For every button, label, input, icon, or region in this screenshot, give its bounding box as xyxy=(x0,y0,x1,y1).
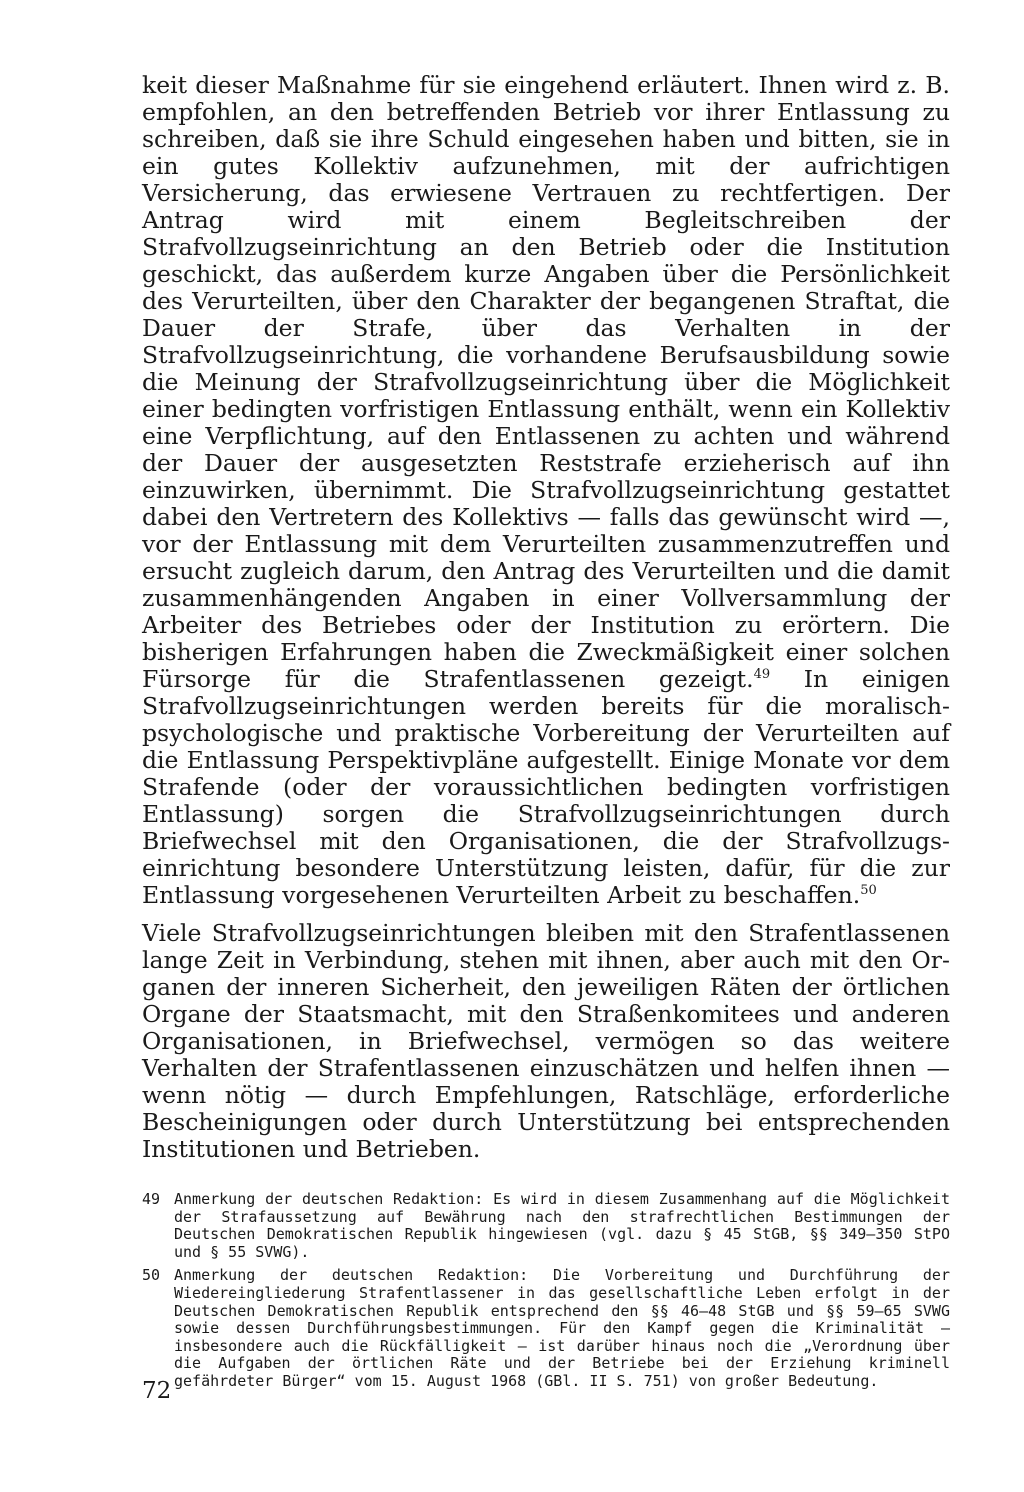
footnotes-section xyxy=(142,1191,950,1391)
footnote-number: 49 xyxy=(142,1190,161,1208)
footnote-reference-50: 50 xyxy=(860,883,877,899)
footnote-text: Anmerkung der deutschen Redaktion: Es wird in diesem Zusammenhang auf die Möglichkeit der Strafaussetzung auf Bewährung nach den strafrechtlichen Bestimmungen der Deutschen Demokratischen Republik hingewiesen (vgl. dazu § 45 StGB, §§ 349—350 StPO und § 55 SVWG). xyxy=(174,1190,950,1261)
footnote-49 xyxy=(142,1191,950,1261)
body-paragraph-1 xyxy=(142,72,950,909)
body-paragraph-2: Viele Strafvollzugseinrichtungen bleiben mit den Strafentlassenen lange Zeit in Verbindung, stehen mit ihnen, aber auch mit den Organen der inneren Sicherheit, den jeweiligen Räten der örtlichen Organe der Staatsmacht, mit den Straßenkomitees und anderen Organisationen, in Briefwechsel, vermögen so das weitere Verhalten der Strafentlassenen einzuschätzen und helfen ihnen — wenn nötig — durch Empfehlungen, Ratschläge, erforderliche Bescheinigungen oder durch Unterstützung bei entsprechenden Institutionen und Betrieben. xyxy=(142,919,950,1163)
footnote-text: Anmerkung der deutschen Redaktion: Die Vorbereitung und Durchführung der Wiedereingliederung Strafentlassener in das gesellschaftliche Leben erfolgt in der Deutschen Demokratischen Republik entsprechend den §§ 46—48 StGB und §§ 59—65 SVWG sowie dessen Durchführungsbestimmungen. Für den Kampf gegen die Kriminalität — insbesondere auch die Rückfälligkeit — ist darüber hinaus noch die „Verordnung über die Aufgaben der örtlichen Räte und der Betriebe bei der Erziehung kriminell gefährdeter Bürger“ vom 15. August 1968 (GBl. II S. 751) von großer Bedeutung. xyxy=(174,1266,950,1390)
footnote-number: 50 xyxy=(142,1266,161,1285)
paragraph-1-text-part-1: keit dieser Maßnahme für sie eingehend erläutert. Ihnen wird z. B. empfohlen, an den betreffenden Betrieb vor ihrer Entlassung zu schreiben, daß sie ihre Schuld eingesehen haben und bitten, sie in ein gutes Kollektiv aufzunehmen, mit der aufrichtigen Versicherung, das erwiesene Vertrauen zu rechtfertigen. Der Antrag wird mit einem Begleitschreiben der Strafvollzugseinrichtung an den Betrieb oder die Institution geschickt, das außerdem kurze Angaben über die Persönlichkeit des Verurteilten, über den Charakter der begangenen Straftat, die Dauer der Strafe, über das Verhalten in der Strafvollzugseinrichtung, die vorhandene Berufsausbildung sowie die Meinung der Strafvollzugseinrichtung über die Möglichkeit einer bedingten vorfristigen Entlassung enthält, wenn ein Kollektiv eine Verpflichtung, auf den Entlassenen zu achten und während der Dauer der ausgesetzten Reststrafe erzieherisch auf ihn einzuwirken, übernimmt. Die Strafvollzugseinrichtung gestattet dabei den Vertretern des Kollektivs — falls das gewünscht wird —, vor der Entlassung mit dem Verurteilten zusammenzutreffen und ersucht zugleich darum, den Antrag des Verurteilten und die damit zusammenhängenden Angaben in einer Vollversammlung der Arbeiter des Betriebes oder der Institution zu erörtern. Die bisherigen Erfahrungen haben die Zweckmäßigkeit einer solchen Fürsorge für die Strafentlassenen gezeigt. xyxy=(142,71,950,693)
footnote-50 xyxy=(142,1267,950,1390)
page-content xyxy=(142,72,950,1397)
page-number: 72 xyxy=(142,1378,172,1404)
footnote-reference-49: 49 xyxy=(753,667,771,683)
paragraph-1-text-part-2: In einigen Strafvollzugseinrichtungen werden bereits für die moralisch-psychologische und praktische Vorbereitung der Verurteilten auf die Entlassung Perspektivpläne aufgestellt. Einige Monate vor dem Strafende (oder der voraussichtlichen bedingten vorfristigen Entlassung) sorgen die Strafvollzugseinrichtungen durch Briefwechsel mit den Organisationen, die der Strafvollzugseinrichtung besondere Unterstützung leisten, dafür, für die zur Entlassung vorgesehenen Verurteilten Arbeit zu beschaffen. xyxy=(142,665,950,909)
